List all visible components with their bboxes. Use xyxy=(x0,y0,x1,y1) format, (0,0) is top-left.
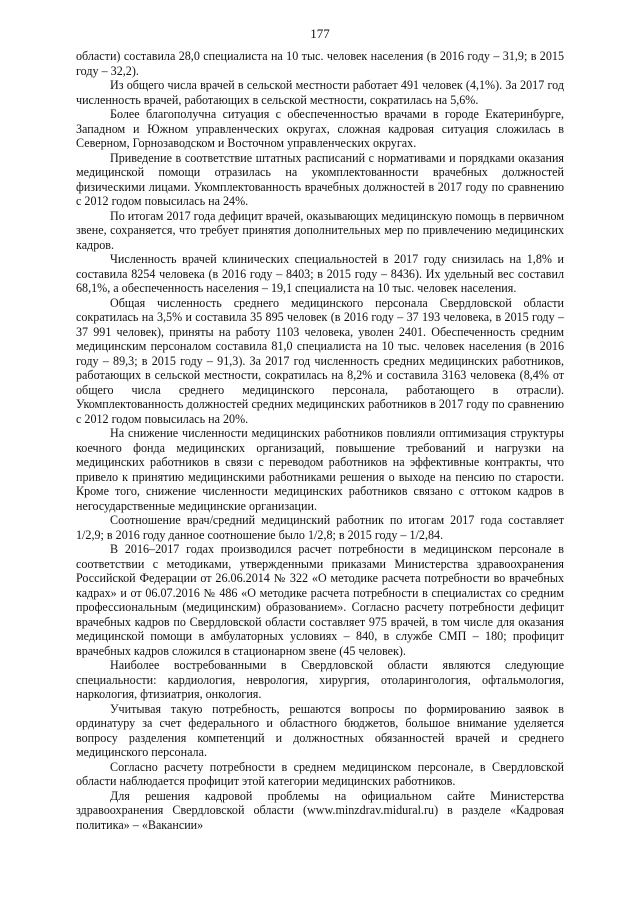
paragraph: Приведение в соответствие штатных расписаний с нормативами и порядками оказания медицинской помощи отразилась на укомплектованности врачебных должностей физическими лицами. Укомплектованность врачебных должностей в 2017 году по сравнению с 2012 годом повысилась на 24%. xyxy=(76,150,564,208)
paragraph: Более благополучна ситуация с обеспеченностью врачами в городе Екатеринбурге, Западном и Южном управленческих округах, сложная кадровая ситуация сложилась в Северном, Горнозаводском и Восточном управленческих округах. xyxy=(76,107,564,150)
paragraph: Общая численность среднего медицинского персонала Свердловской области сократилась на 3,5% и составила 35 895 человек (в 2016 году – 37 193 человека, в 2015 году – 37 991 человек), приняты на работу 1103 человека, уволен 2401. Обеспеченность средним медицинским персоналом составила 81,0 специалиста на 10 тыс. человек населения (в 2016 году – 89,3; в 2015 году – 91,3). За 2017 год численность средних медицинских работников, работающих в сельской местности, сократилась на 8,2% и составила 3163 человека (8,4% от общего числа среднего медицинского персонала, работающего в отрасли). Укомплектованность должностей средних медицинских работников в 2017 году по сравнению с 2012 годом повысилась на 20%. xyxy=(76,295,564,426)
paragraph: Согласно расчету потребности в среднем медицинском персонале, в Свердловской области наблюдается профицит этой категории медицинских работников. xyxy=(76,759,564,788)
paragraph: Для решения кадровой проблемы на официальном сайте Министерства здравоохранения Свердловской области (www.minzdrav.midural.ru) в разделе «Кадровая политика» – «Вакансии» xyxy=(76,788,564,832)
paragraph: В 2016–2017 годах производился расчет потребности в медицинском персонале в соответствии с методиками, утвержденными приказами Министерства здравоохранения Российской Федерации от 26.06.2014 № 322 «О методике расчета потребности во врачебных кадрах» и от 06.07.2016 № 486 «О методике расчета потребности в специалистах со средним профессиональным (медицинским) образованием». Согласно расчету потребности дефицит врачебных кадров по Свердловской области составляет 975 врачей, в том числе для оказания медицинской помощи в амбулаторных условиях – 840, в службе СМП – 180; профицит врачебных кадров сложился в стационарном звене (45 человек). xyxy=(76,542,564,658)
page-number: 177 xyxy=(310,26,330,41)
paragraph: Численность врачей клинических специальностей в 2017 году снизилась на 1,8% и составила 8254 человека (в 2016 году – 8403; в 2015 году – 8436). Их удельный вес составил 68,1%, а обеспеченность населения – 19,1 специалиста на 10 тыс. человек населения. xyxy=(76,252,564,295)
paragraph: Соотношение врач/средний медицинский работник по итогам 2017 года составляет 1/2,9; в 2016 году данное соотношение было 1/2,8; в 2015 году – 1/2,84. xyxy=(76,513,564,542)
paragraph: Из общего числа врачей в сельской местности работает 491 человек (4,1%). За 2017 год численность врачей, работающих в сельской местности, сократилась на 5,6%. xyxy=(76,78,564,107)
paragraph: На снижение численности медицинских работников повлияли оптимизация структуры коечного фонда медицинских организаций, повышение требований и нагрузки на медицинских работников в связи с переводом работников на эффективные контракты, что привело к принятию медицинскими работниками решения о выходе на пенсию по старости. Кроме того, снижение численности медицинских работников связано с оттоком кадров в негосударственные медицинские организации. xyxy=(76,426,564,513)
paragraph: По итогам 2017 года дефицит врачей, оказывающих медицинскую помощь в первичном звене, сохраняется, что требует принятия дополнительных мер по привлечению медицинских кадров. xyxy=(76,208,564,252)
document-body xyxy=(76,49,564,832)
paragraph: Наиболее востребованными в Свердловской области являются следующие специальности: кардиология, неврология, хирургия, отоларингология, офтальмология, наркология, фтизиатрия, онкология. xyxy=(76,658,564,701)
paragraph: области) составила 28,0 специалиста на 10 тыс. человек населения (в 2016 году – 31,9; в 2015 году – 32,2). xyxy=(76,49,564,78)
paragraph: Учитывая такую потребность, решаются вопросы по формированию заявок в ординатуру за счет федерального и областного бюджетов, большое внимание уделяется вопросу разделения компетенций и должностных обязанностей врачей и среднего медицинского персонала. xyxy=(76,701,564,759)
